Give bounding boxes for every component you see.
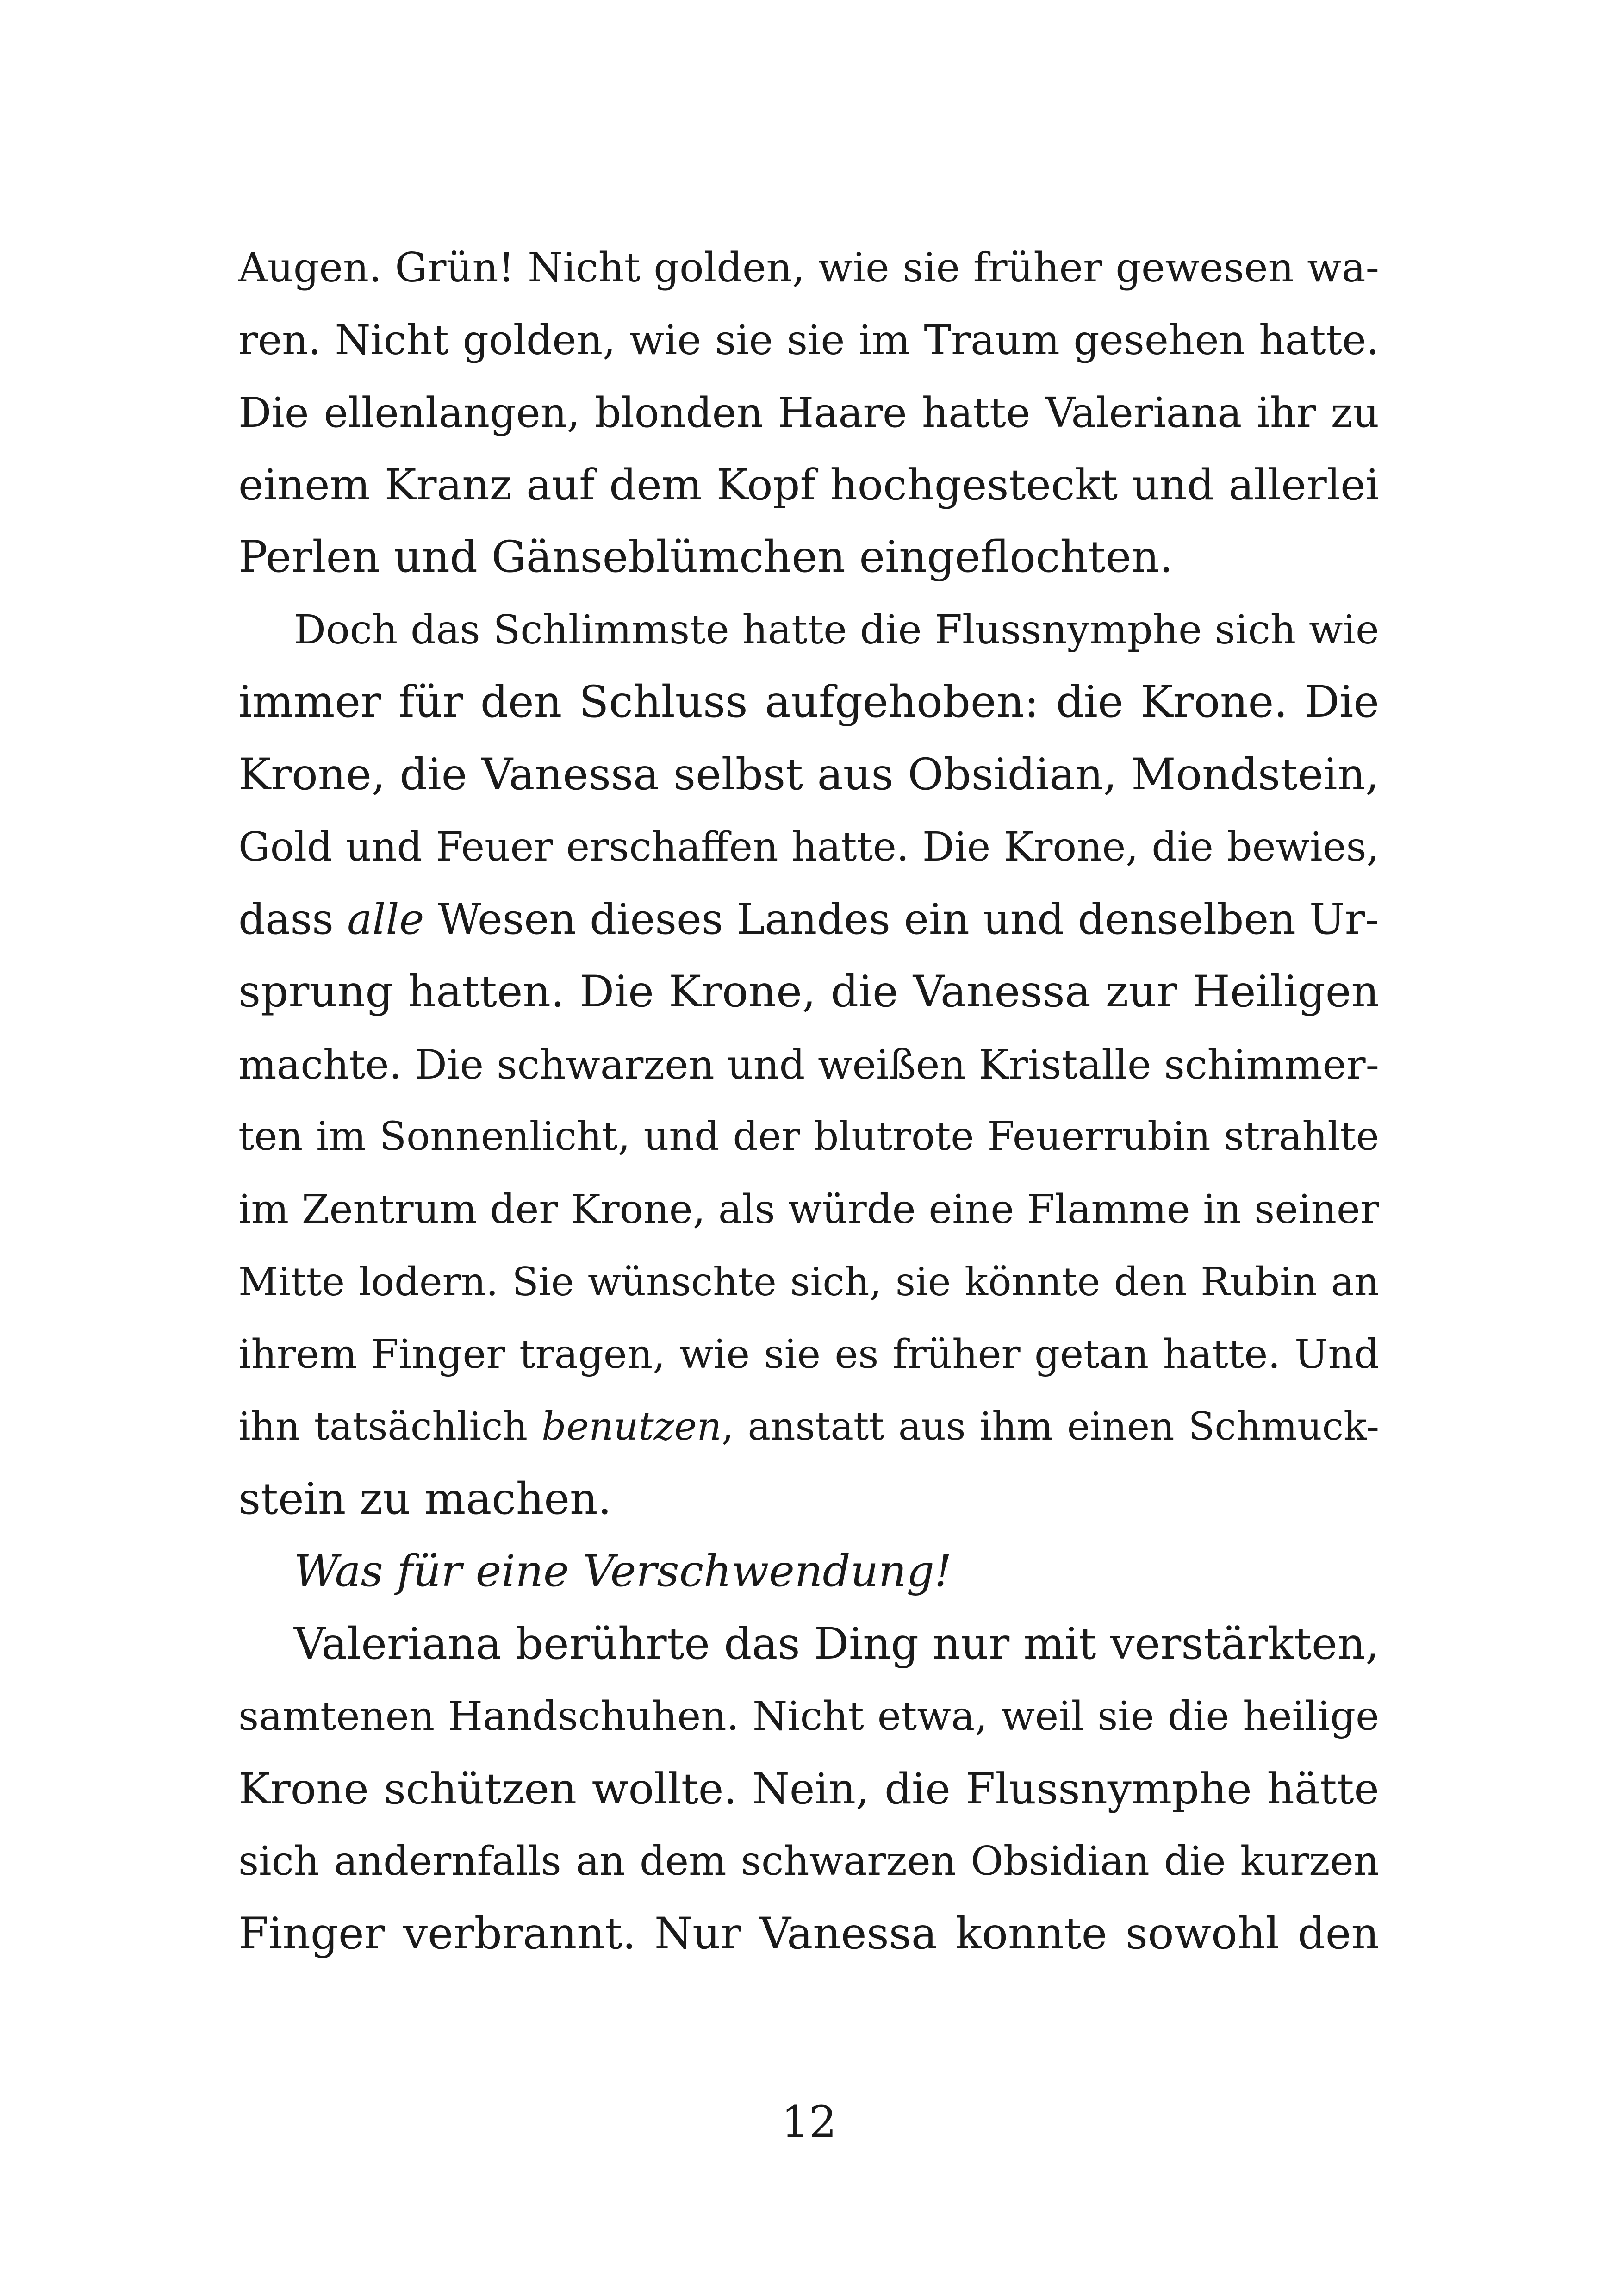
text-segment: Augen. Grün! Nicht golden, wie sie früher gewesen wa- (238, 244, 1379, 291)
text-line (238, 739, 1379, 811)
italic-text: alle (347, 895, 424, 944)
text-line (238, 1825, 1379, 1898)
body-text (238, 231, 1379, 1970)
text-segment: Doch das Schlimmste hatte die Flussnymphe sich wie (294, 606, 1379, 653)
italic-text: benutzen (541, 1404, 722, 1449)
text-segment: ten im Sonnenlicht, und der blutrote Feuerrubin strahlte (238, 1114, 1379, 1160)
text-line (238, 1535, 1379, 1608)
text-segment: einem Kranz auf dem Kopf hochgesteckt und allerlei (238, 460, 1379, 510)
text-line (238, 231, 1379, 304)
text-line (238, 1318, 1379, 1391)
text-segment: ihn tatsächlich (238, 1404, 542, 1449)
text-segment: Mitte lodern. Sie wünschte sich, sie könnte den Rubin an (238, 1259, 1379, 1304)
text-line (238, 521, 1379, 594)
text-segment: Valeriana berührte das Ding nur mit verstärkten, (294, 1618, 1379, 1669)
text-line (238, 594, 1379, 667)
text-line (238, 1463, 1379, 1536)
page-number: 12 (781, 2097, 837, 2147)
text-line (238, 1608, 1379, 1681)
text-segment: stein zu machen. (238, 1473, 612, 1524)
text-line (238, 1753, 1379, 1826)
text-line (238, 449, 1379, 522)
text-line (238, 1029, 1379, 1101)
text-line (238, 884, 1379, 956)
text-line (238, 956, 1379, 1029)
text-line (238, 1391, 1379, 1463)
text-segment: dass (238, 895, 348, 944)
text-segment: immer für den Schluss aufgehoben: die Krone. Die (238, 677, 1379, 727)
text-segment: sprung hatten. Die Krone, die Vanessa zur Heiligen (238, 967, 1379, 1017)
text-segment: ihrem Finger tragen, wie sie es früher getan hatte. Und (238, 1331, 1379, 1378)
text-line (238, 666, 1379, 739)
text-segment: Wesen dieses Landes ein und denselben Ur- (424, 895, 1379, 944)
text-segment: machte. Die schwarzen und weißen Kristalle schimmer- (238, 1041, 1379, 1088)
text-segment: Gold und Feuer erschaffen hatte. Die Krone, die bewies, (238, 824, 1379, 870)
text-line (238, 1898, 1379, 1971)
text-line (238, 304, 1379, 377)
text-line (238, 1101, 1379, 1173)
text-line (238, 1173, 1379, 1246)
text-segment: Die ellenlangen, blonden Haare hatte Valeriana ihr zu (238, 388, 1379, 437)
text-segment: samtenen Handschuhen. Nicht etwa, weil sie die heilige (238, 1693, 1379, 1740)
paragraph (238, 1608, 1379, 1971)
text-segment: Finger verbrannt. Nur Vanessa konnte sowohl den (238, 1908, 1379, 1959)
text-line (238, 811, 1379, 884)
text-segment: Krone, die Vanessa selbst aus Obsidian, Mondstein, (238, 749, 1379, 800)
text-line (238, 1680, 1379, 1753)
italic-text: Was für eine Verschwendung! (294, 1546, 952, 1597)
text-line (238, 376, 1379, 449)
paragraph (238, 231, 1379, 594)
text-segment: ren. Nicht golden, wie sie sie im Traum gesehen hatte. (238, 316, 1379, 364)
text-segment: sich andernfalls an dem schwarzen Obsidian die kurzen (238, 1838, 1379, 1884)
text-segment: Krone schützen wollte. Nein, die Flussnymphe hätte (238, 1764, 1379, 1814)
text-segment: im Zentrum der Krone, als würde eine Flamme in seiner (238, 1186, 1379, 1233)
paragraph (238, 1535, 1379, 1608)
text-segment: , anstatt aus ihm einen Schmuck- (722, 1404, 1379, 1449)
text-segment: Perlen und Gänseblümchen eingeflochten. (238, 532, 1173, 582)
paragraph (238, 594, 1379, 1536)
text-line (238, 1246, 1379, 1318)
